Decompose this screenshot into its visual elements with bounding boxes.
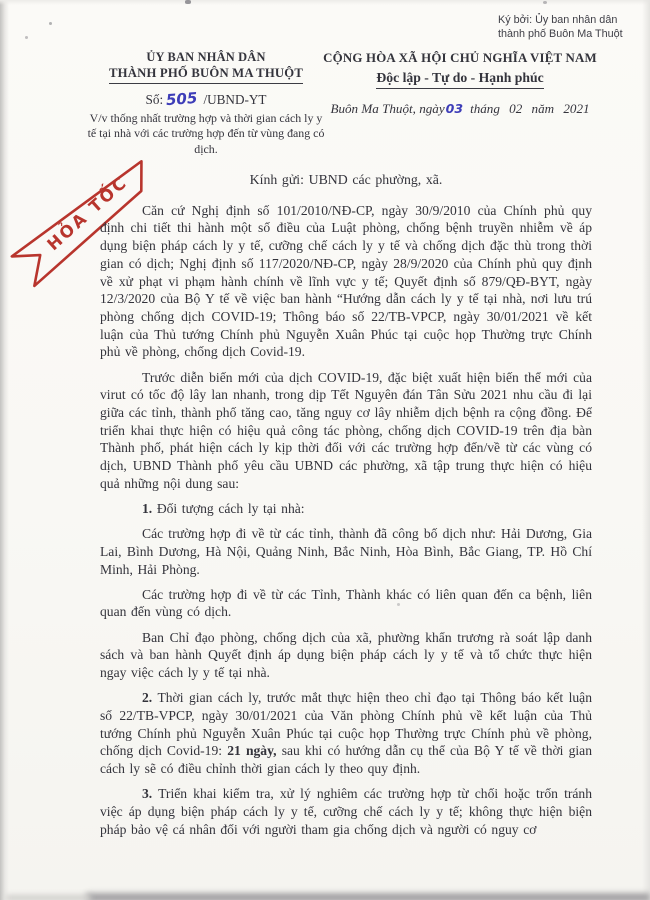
section-2-text-post: sau khi có hướng dẫn cụ thể của Bộ Y tế về thời gian cách ly sẽ có điều chỉnh thời gian cách ly theo quy định. [100,743,592,777]
section-2-duration: 21 ngày, [227,743,277,759]
place-date-line [312,101,608,117]
section-1-heading [100,500,592,518]
paragraph-steering-committee: Ban Chỉ đạo phòng, chống dịch của xã, phường khẩn trương rà soát lập danh sách và ban hành Quyết định áp dụng biện pháp cách ly y tế và tổ chức thực hiện ngay việc cách ly y tế tại nhà. [100,629,592,681]
section-3-number: 3. [142,786,153,802]
document-number-label: Số: [145,92,164,107]
paragraph-other-cases: Các trường hợp đi về từ các Tỉnh, Thành khác có liên quan đến ca bệnh, liên quan đến vùng có dịch. [100,586,592,620]
section-2-number: 2. [142,690,153,706]
issuer-header [64,50,348,157]
photo-edge-top [0,0,650,5]
dust-speck [49,22,52,25]
dust-speck [185,0,191,4]
national-header [312,50,608,117]
date-handwritten: 03 [445,101,464,116]
paragraph-provinces-list: Các trường hợp đi về từ các tỉnh, thành đã công bố dịch như: Hải Dương, Gia Lai, Bình Dương, Hà Nội, Quảng Ninh, Bắc Ninh, Hòa Bình, Bắc Giang, TP. Hồ Chí Minh, Hải Phòng. [100,526,592,577]
salutation: Kính gửi: UBND các phường, xã. [249,172,443,187]
photo-edge-right [642,0,650,900]
place-date-suffix: tháng 02 năm 2021 [470,101,590,116]
document-number-line [64,90,348,108]
dust-speck [25,36,28,39]
document-body [100,171,592,846]
section-2-text-pre: Thời gian cách ly, trước mắt thực hiện theo chỉ đạo tại Thông báo kết luận số 22/TB-VPCP, ngày 30/01/2021 của Văn phòng Chính phủ về kết luận của Thủ tướng Chính phủ Nguyễn Xuân Phúc tại cuộc họp Thường trực Chính phủ về phòng, chống dịch Covid-19: [100,690,592,759]
document-number-handwritten: 505 [165,88,199,110]
paragraph-context: Trước diễn biến mới của dịch COVID-19, đặc biệt xuất hiện biến thể mới của virut có tốc độ lây lan nhanh, trong dịp Tết Nguyên đán Tân Sửu 2021 nhu cầu đi lại giữa các tỉnh, thành phố tăng cao, tăng nguy cơ lây nhiễm dịch bệnh ra cộng đồng. Để triển khai thực hiện có hiệu quả công tác phòng, chống dịch COVID-19 trên địa bàn Thành phố, phát hiện cách ly kịp thời đối với các trường hợp đến/về từ các vùng có dịch, UBND Thành phố yêu cầu UBND các phường, xã tập trung thực hiện có hiệu quả những nội dung sau: [100,369,592,491]
section-1-number: 1. [142,500,153,516]
photo-edge-left [0,0,9,900]
section-2-paragraph [100,689,592,778]
section-3-text: Triển khai kiểm tra, xử lý nghiêm các trường hợp từ chối hoặc trốn tránh việc áp dụng biện pháp cách ly y tế, cưỡng chế cách ly y tế; không thực hiện biện pháp bảo vệ cá nhân đối với người tham gia chống dịch và người có nguy cơ [100,786,593,837]
dust-speck [543,1,547,4]
issuer-name-line1: ỦY BAN NHÂN DÂN [146,50,266,64]
dust-speck [397,603,400,606]
document-subject: V/v thống nhất trường hợp và thời gian cách ly y tế tại nhà với các trường hợp đến từ vùng đang có dịch. [87,111,325,156]
section-3-paragraph [100,785,592,838]
national-motto-line2: Độc lập - Tự do - Hạnh phúc [312,69,608,89]
section-1-title: Đối tượng cách ly tại nhà: [156,500,305,516]
place-date-prefix: Buôn Ma Thuột, ngày [330,101,445,116]
issuer-name-line2: THÀNH PHỐ BUÔN MA THUỘT [64,65,348,84]
urgent-stamp-label: HỎA TỐC [43,172,132,255]
paragraph-legal-basis: Căn cứ Nghị định số 101/2010/NĐ-CP, ngày 30/9/2010 của Chính phủ quy định chi tiết thi hành một số điều của Luật phòng, chống bệnh truyền nhiễm về áp dụng biện pháp cách ly y tế, cưỡng chế cách ly y tế và chống dịch đặc thù trong thời gian có dịch; Nghị định số 117/2020/NĐ-CP, ngày 28/9/2020 của Chính phủ quy định về xử phạt vi phạm hành chính về lĩnh vực y tế; Quyết định số 879/QĐ-BYT, ngày 12/3/2020 của Bộ Y tế về việc ban hành “Hướng dẫn cách ly y tế tại nhà, nơi lưu trú phòng chống dịch COVID-19; Thông báo số 22/TB-VPCP, ngày 30/01/2021 về kết luận của Thủ tướng Chính phủ Nguyễn Xuân Phúc tại cuộc họp Thường trực Chính phủ về phòng, chống dịch Covid-19. [100,202,592,360]
digital-signature-note: Ký bởi: Ủy ban nhân dân thành phố Buôn Ma Thuột [498,14,623,40]
photo-shadow-bottom [86,893,650,900]
photo-shadow-bottom-left [6,895,91,900]
national-motto-line1: CỘNG HÒA XÃ HỘI CHỦ NGHĨA VIỆT NAM [323,51,597,65]
document-number-suffix: /UBND-YT [203,92,267,107]
